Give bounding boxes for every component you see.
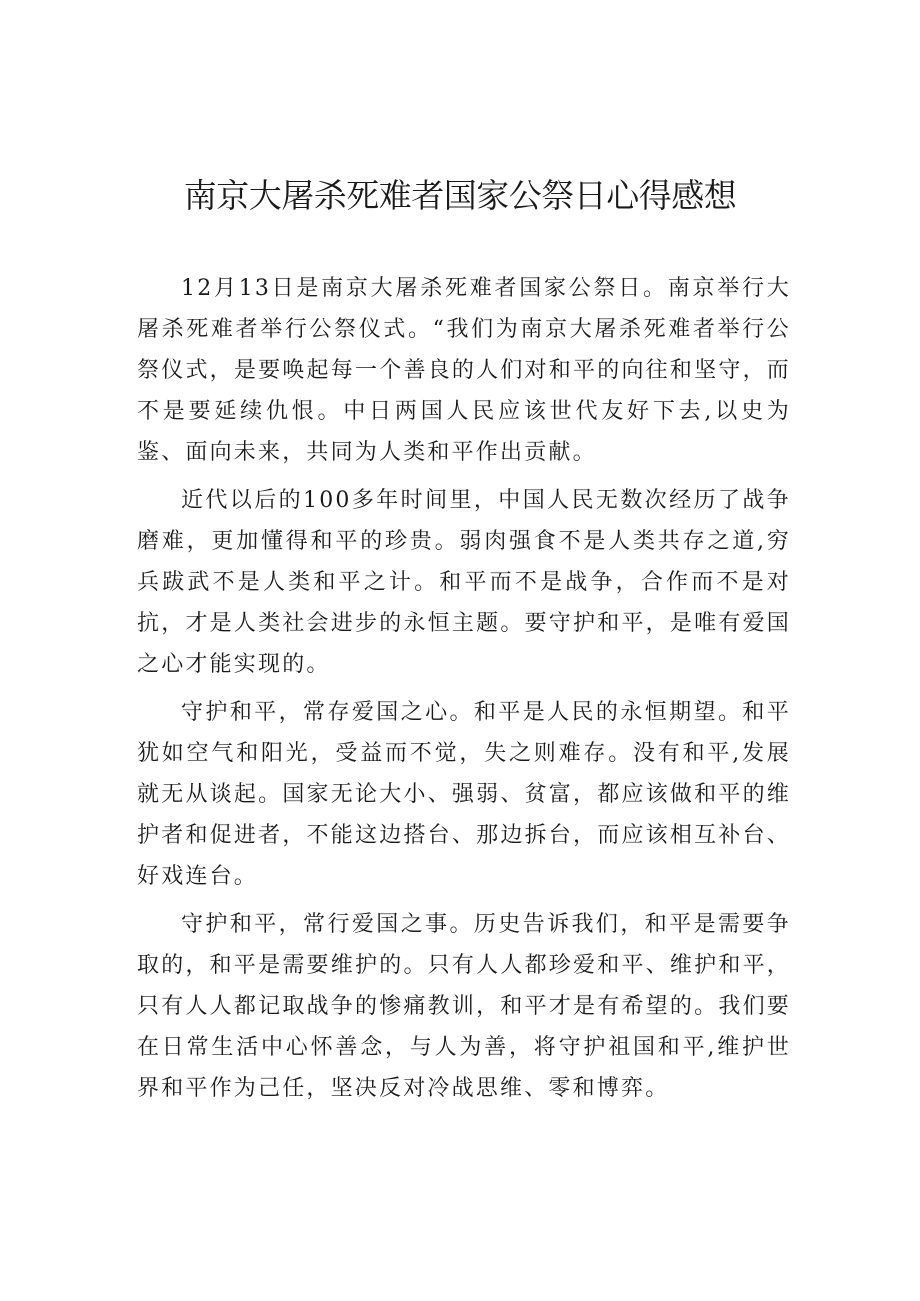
document-title: 南京大屠杀死难者国家公祭日心得感想 <box>183 176 737 215</box>
paragraph: 守护和平，常行爱国之事。历史告诉我们，和平是需要争取的，和平是需要维护的。只有人人都珍爱和平、维护和平，只有人人都记取战争的惨痛教训，和平才是有希望的。我们要在日常生活中心怀善念，与人为善，将守护祖国和平,维护世界和平作为己任，坚决反对冷战思维、零和博弈。 <box>137 912 791 1101</box>
paragraph: 守护和平，常存爱国之心。和平是人民的永恒期望。和平犹如空气和阳光，受益而不觉，失之则难存。没有和平,发展就无从谈起。国家无论大小、强弱、贫富，都应该做和平的维护者和促进者，不能这边搭台、那边拆台，而应该相互补台、好戏连台。 <box>137 700 791 889</box>
document-body <box>137 268 791 1116</box>
paragraph: 12月13日是南京大屠杀死难者国家公祭日。南京举行大屠杀死难者举行公祭仪式。“我们为南京大屠杀死难者举行公祭仪式，是要唤起每一个善良的人们对和平的向往和坚守，而不是要延续仇恨。中日两国人民应该世代友好下去,以史为鉴、面向未来，共同为人类和平作出贡献。 <box>137 276 791 465</box>
paragraph: 近代以后的100多年时间里，中国人民无数次经历了战争磨难，更加懂得和平的珍贵。弱肉强食不是人类共存之道,穷兵跋武不是人类和平之计。和平而不是战争，合作而不是对抗，才是人类社会进步的永恒主题。要守护和平，是唯有爱国之心才能实现的。 <box>137 488 791 677</box>
